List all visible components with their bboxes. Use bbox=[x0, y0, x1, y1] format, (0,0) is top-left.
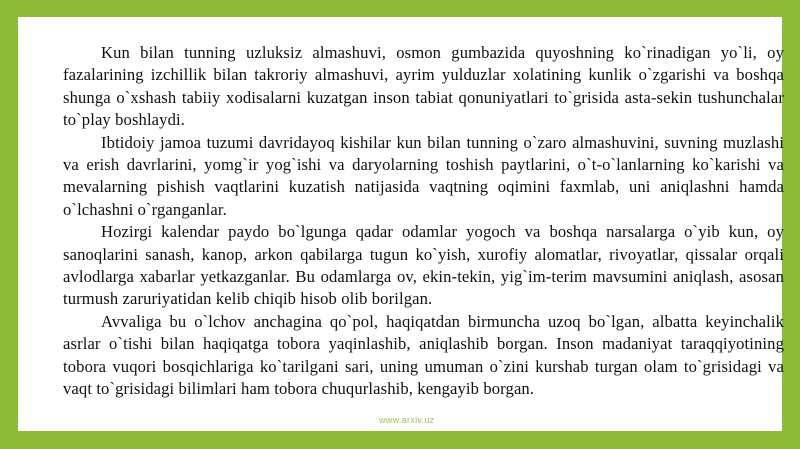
paragraph-3: Hozirgi kalendar paydo bo`lgunga qadar odamlar yogoch va boshqa narsalarga o`yib kun, oy sanoqlarini sanash, kanop, arkon qabilarga tugun ko`yish, xurofiy alomatlar, rivoyatlar, qissalar orqali avlodlarga xabarlar yetkazganlar. Bu odamlarga ov, ekin-tekin, yig`im-terim mavsumini aniqlash, asosan turmush zaruriyatidan kelib chiqib hisob olib borilgan. bbox=[63, 222, 784, 309]
document-body bbox=[63, 42, 784, 401]
slide-panel bbox=[18, 17, 782, 431]
paragraph-2: Ibtidoiy jamoa tuzumi davridayoq kishilar kun bilan tunning o`zaro almashuvini, suvning muzlashi va erish davrlarini, yomg`ir yog`ishi va daryolarning toshish paytlarini, o`t-o`lanlarning ko`karishi va mevalarning pishish vaqtlarini kuzatish natijasida vaqtning oqimini faxmlab, uni aniqlashni hamda o`lchashni o`rganganlar. bbox=[63, 132, 784, 219]
paragraph-4: Avvaliga bu o`lchov anchagina qo`pol, haqiqatdan birmuncha uzoq bo`lgan, albatta keyinchalik asrlar o`tishi bilan haqiqatga tobora yaqinlashib, aniqlashib borgan. Inson madaniyat taraqqiyotining tobora vuqori bosqichlariga ko`tarilgani sari, uning umuman o`zini kurshab turgan olam to`grisidagi va vaqt to`grisidagi bilimlari ham tobora chuqurlashib, kengayib borgan. bbox=[63, 311, 784, 399]
watermark-text: www.arxiv.uz bbox=[379, 415, 435, 425]
paragraph-1: Kun bilan tunning uzluksiz almashuvi, osmon gumbazida quyoshning ko`rinadigan yo`li, oy fazalarining izchillik bilan takroriy almashuvi, ayrim yulduzlar xolatining kunlik o`zgarishi va boshqa shunga o`xshash tabiiy xodisalarni kuzatgan inson tabiat qonuniyatlari to`grisida asta-sekin tushunchalar to`play boshlaydi. bbox=[63, 43, 784, 130]
